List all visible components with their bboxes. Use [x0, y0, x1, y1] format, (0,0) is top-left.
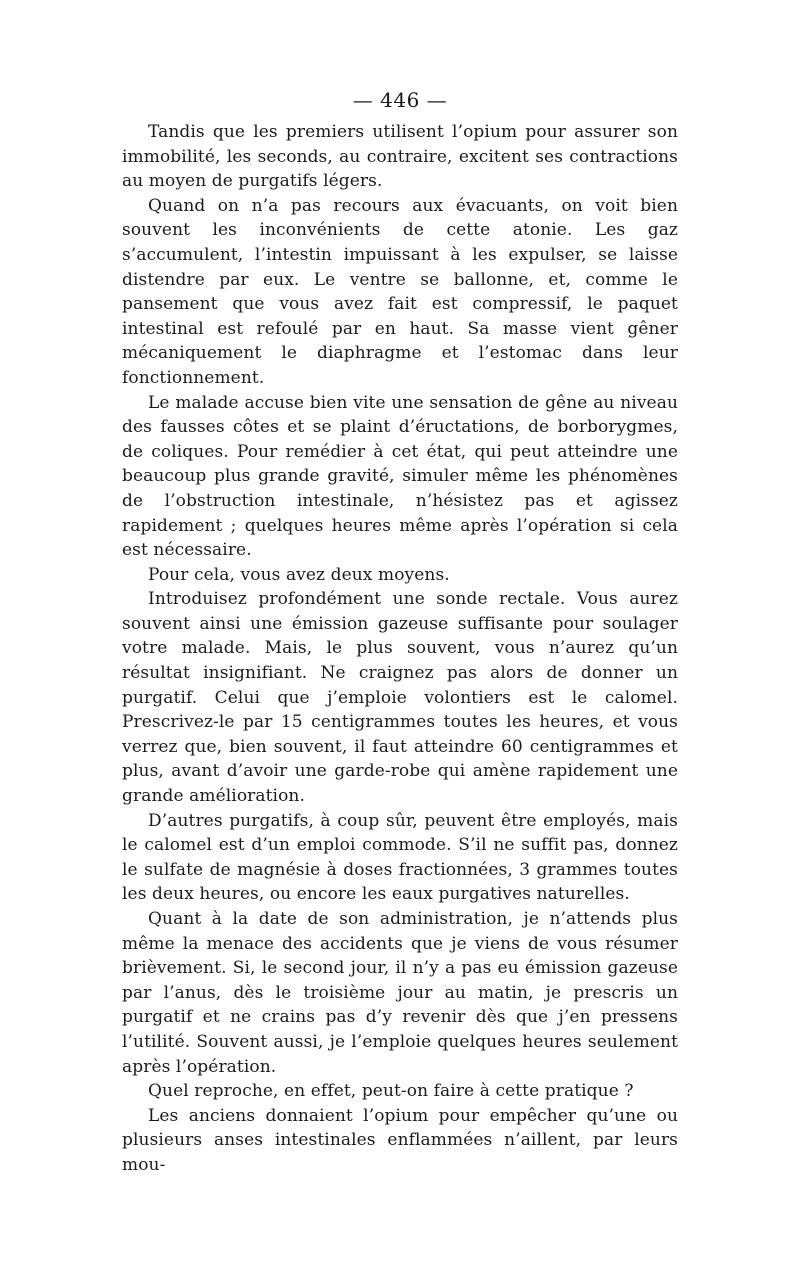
paragraph: Tandis que les premiers utilisent l’opium pour assurer son immobilité, les seconds, au contraire, excitent ses contractions au moyen de purgatifs légers. [122, 122, 678, 192]
paragraph: Pour cela, vous avez deux moyens. [148, 564, 450, 585]
page-number: — 446 — [352, 88, 448, 112]
paragraph: Quand on n’a pas recours aux évacuants, on voit bien souvent les inconvénients de cette atonie. Les gaz s’accumulent, l’intestin impuissant à les expulser, se laisse distendre par eux. Le ventre se ballonne, et, comme le pansement que vous avez fait est compressif, le paquet intestinal est refoulé par en haut. Sa masse vient gêner mécaniquement le diaphragme et l’estomac dans leur fonctionnement. [122, 195, 678, 388]
body-text [122, 120, 678, 1178]
paragraph: Quel reproche, en effet, peut-on faire à cette pratique ? [148, 1081, 634, 1102]
paragraph: D’autres purgatifs, à coup sûr, peuvent être employés, mais le calomel est d’un emploi commode. S’il ne suffit pas, donnez le sulfate de magnésie à doses fractionnées, 3 grammes toutes les deux heures, ou encore les eaux purgatives naturelles. [122, 810, 678, 905]
paragraph: Les anciens donnaient l’opium pour empêcher qu’une ou plusieurs anses intestinales enflammées n’aillent, par leurs mou- [122, 1105, 678, 1175]
paragraph: Le malade accuse bien vite une sensation de gêne au niveau des fausses côtes et se plaint d’éructations, de borborygmes, de coliques. Pour remédier à cet état, qui peut atteindre une beaucoup plus grande gravité, simuler même les phénomènes de l’obstruction intestinale, n’hésistez pas et agissez rapidement ; quelques heures même après l’opération si cela est nécessaire. [122, 392, 678, 561]
paragraph: Quant à la date de son administration, je n’attends plus même la menace des accidents que je viens de vous résumer brièvement. Si, le second jour, il n’y a pas eu émission gazeuse par l’anus, dès le troisième jour au matin, je prescris un purgatif et ne crains pas d’y revenir dès que j’en pressens l’utilité. Souvent aussi, je l’emploie quelques heures seulement après l’opération. [122, 909, 678, 1077]
paragraph: Introduisez profondément une sonde rectale. Vous aurez souvent ainsi une émission gazeuse suffisante pour soulager votre malade. Mais, le plus souvent, vous n’aurez qu’un résultat insignifiant. Ne craignez pas alors de donner un purgatif. Celui que j’emploie volontiers est le calomel. Prescrivez-le par 15 centigrammes toutes les heures, et vous verrez que, bien souvent, il faut atteindre 60 centigrammes et plus, avant d’avoir une garde-robe qui amène rapidement une grande amélioration. [122, 589, 678, 807]
